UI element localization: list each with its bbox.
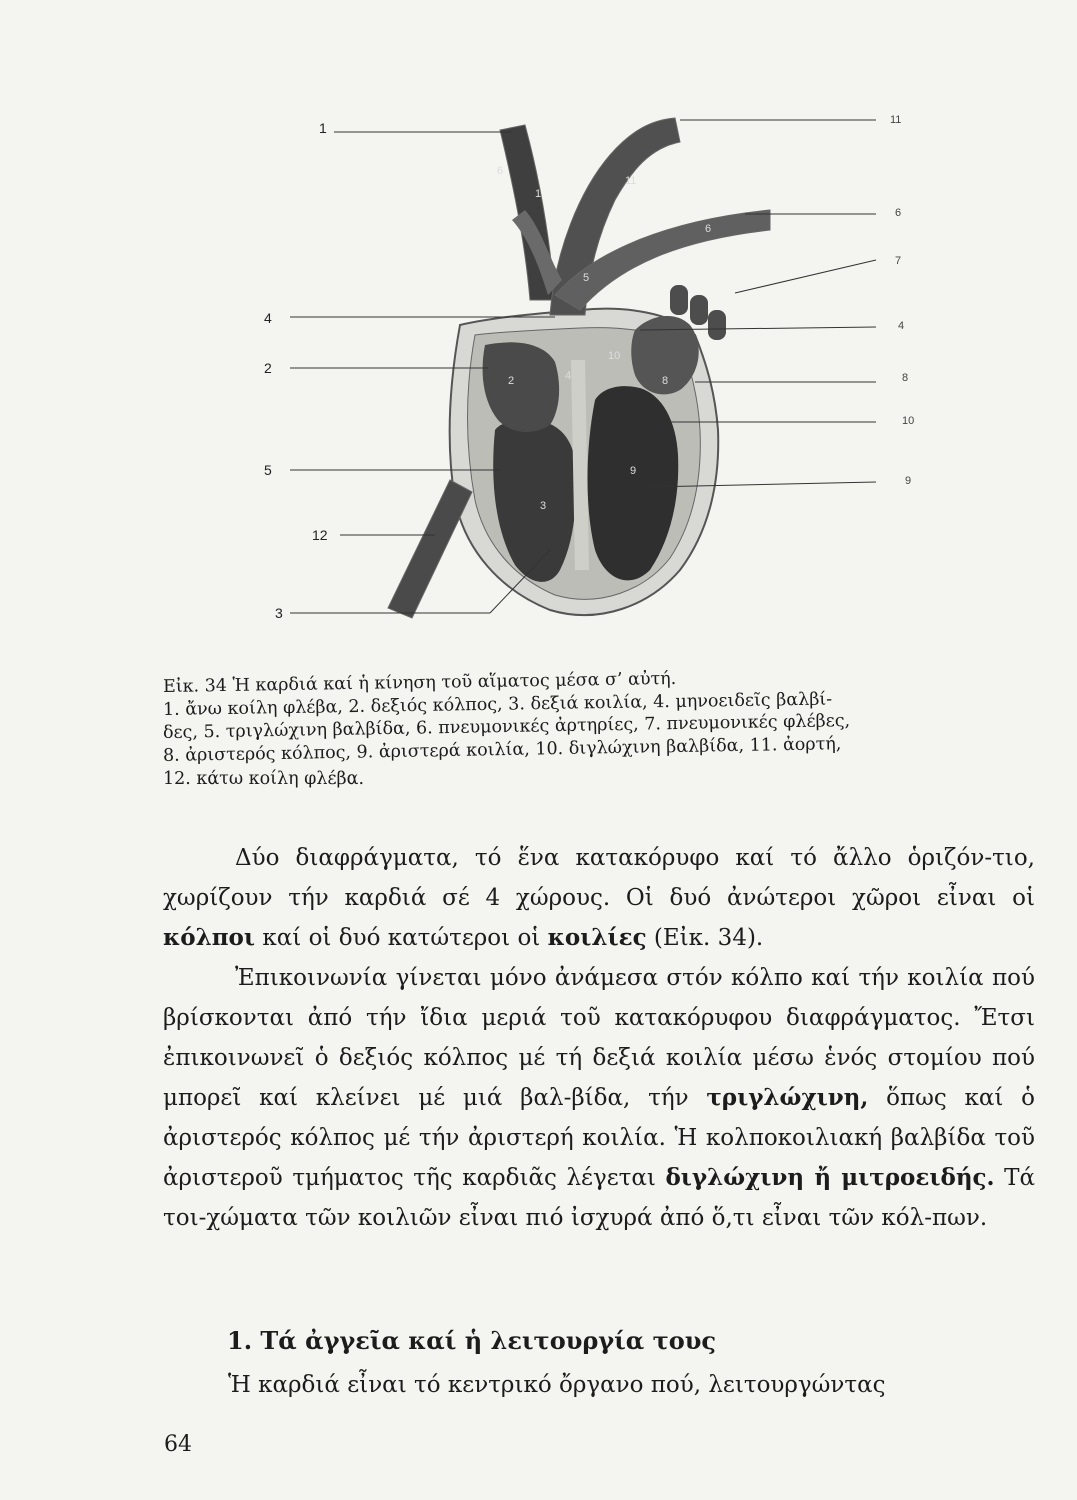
- paragraph-1: [163, 838, 1035, 958]
- fig-right-label: 9: [905, 475, 912, 487]
- caption-line: δες, 5. τριγλώχινη βαλβίδα, 6. πνευμονικές ἀρτηρίες, 7. πνευμονικές φλέβες,: [162, 711, 851, 743]
- text-run: ὅπως καί ὁ ἀριστερός κόλπος μέ τήν ἀριστερή κοιλία. Ἡ κολποκοιλιακή βαλβίδα τοῦ ἀριστεροῦ τμήματος τῆς καρδιᾶς λέγεται: [163, 1085, 1035, 1191]
- term-triglochini: τριγλώχινη,: [706, 1084, 869, 1111]
- fig-right-label: 4: [898, 320, 905, 332]
- page-number: 64: [164, 1432, 192, 1457]
- caption-line: 12. κάτω κοίλη φλέβα.: [163, 769, 365, 789]
- fig-inner-label: 10: [608, 350, 621, 362]
- fig-inner-label: 4: [565, 370, 572, 382]
- fig-inner-label: 8: [662, 375, 669, 387]
- fig-left-label: 2: [264, 360, 272, 376]
- paragraph-3-start: Ἡ καρδιά εἶναι τό κεντρικό ὄργανο πού, λειτουργώντας: [228, 1372, 886, 1398]
- figure-caption: [162, 668, 1023, 791]
- septum: [578, 360, 582, 570]
- fig-inner-label: 6: [497, 165, 504, 177]
- fig-left-label: 4: [264, 310, 272, 326]
- fig-left-label: 3: [275, 605, 283, 621]
- fig-inner-label: 1: [535, 188, 542, 200]
- caption-line: 8. ἀριστερός κόλπος, 9. ἀριστερά κοιλία, 10. διγλώχινη βαλβίδα, 11. ἀορτή,: [162, 734, 842, 766]
- paragraph-2: [163, 958, 1035, 1238]
- heart-diagram: [250, 100, 930, 640]
- fig-inner-label: 11: [625, 175, 637, 187]
- fig-inner-label: 3: [540, 500, 547, 512]
- fig-right-label: 6: [895, 207, 902, 219]
- fig-left-label: 5: [264, 462, 272, 478]
- fig-right-label: 10: [902, 415, 915, 427]
- text-run: Τά τοι-χώματα τῶν κοιλιῶν εἶναι πιό ἰσχυρά ἀπό ὅ,τι εἶναι τῶν κόλ-πων.: [163, 1165, 1035, 1231]
- caption-line: 1. ἄνω κοίλη φλέβα, 2. δεξιός κόλπος, 3. δεξιά κοιλία, 4. μηνοειδεῖς βαλβί-: [162, 689, 833, 720]
- section-heading: 1. Τά ἀγγεῖα καί ἡ λειτουργία τους: [227, 1326, 717, 1355]
- text-run: (Εἰκ. 34).: [646, 925, 764, 951]
- fig-inner-label: 6: [705, 223, 712, 235]
- fig-right-label: 11: [890, 114, 902, 126]
- text-run: Δύο διαφράγματα, τό ἕνα κατακόρυφο καί τό ἄλλο ὁριζόν-τιο, χωρίζουν τήν καρδιά σέ 4 χώρους. Οἱ δυό ἀνώτεροι χῶροι εἶναι οἱ: [163, 845, 1035, 911]
- fig-inner-label: 5: [583, 272, 590, 284]
- term-diglochini: διγλώχινη ἤ μιτροειδής.: [665, 1164, 995, 1191]
- text-run: καί οἱ δυό κατώτεροι οἱ: [255, 925, 548, 951]
- body-text: [163, 838, 1035, 1238]
- fig-inner-label: 2: [508, 375, 515, 387]
- heart-figure: [250, 100, 930, 640]
- inferior-vena-cava: [388, 480, 472, 618]
- text-run: Ἐπικοινωνία γίνεται μόνο ἀνάμεσα στόν κόλπο καί τήν κοιλία πού βρίσκονται ἀπό τήν ἴδια μεριά τοῦ κατακόρυφου διαφράγματος. Ἔτσι ἐπικοινωνεῖ ὁ δεξιός κόλπος μέ τή δεξιά κοιλία μέσω ἑνός στομίου πού μπορεῖ καί κλείνει μέ μιά βαλ-βίδα, τήν: [163, 965, 1035, 1111]
- fig-right-label: 7: [895, 255, 902, 267]
- term-kolpoi: κόλποι: [163, 924, 256, 951]
- fig-right-label: 8: [902, 372, 909, 384]
- fig-inner-label: 9: [630, 465, 637, 477]
- caption-line: Εἰκ. 34 Ἡ καρδιά καί ἡ κίνηση τοῦ αἵματος μέσα σ’ αὐτή.: [162, 668, 677, 697]
- term-koilies: κοιλίες: [547, 924, 647, 951]
- fig-left-label: 12: [312, 527, 328, 543]
- fig-left-label: 1: [319, 120, 327, 136]
